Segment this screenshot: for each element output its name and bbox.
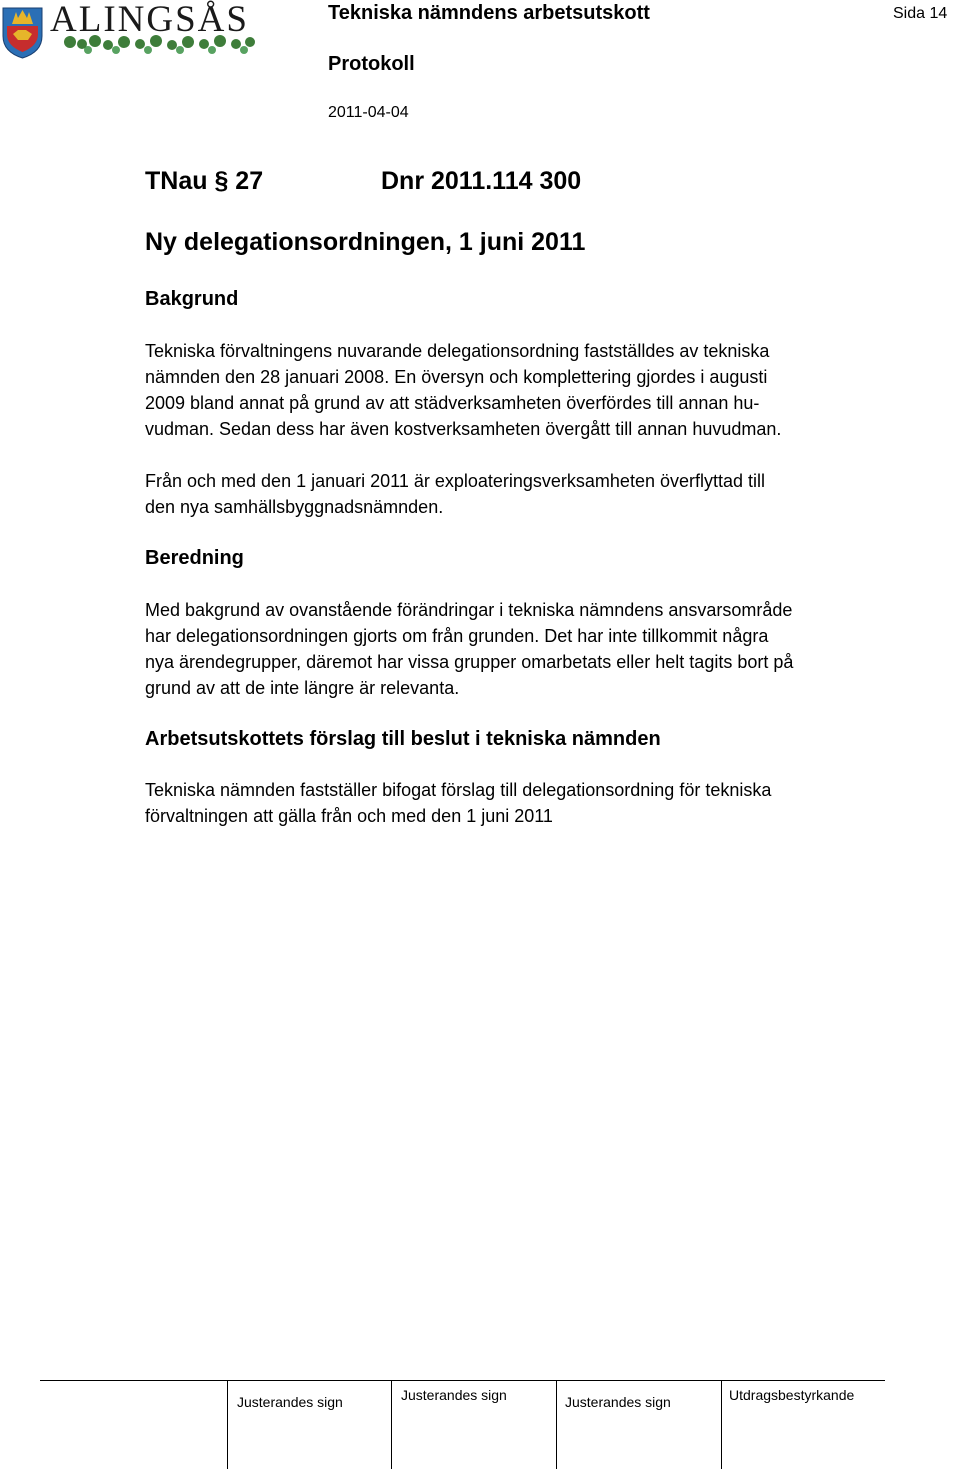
heading-forslag: Arbetsutskottets förslag till beslut i tekniska nämnden xyxy=(145,728,661,750)
page-number: Sida 14 xyxy=(893,5,948,22)
bakgrund-paragraph-2 xyxy=(145,468,885,520)
text-line: Tekniska nämnden fastställer bifogat förslag till delegationsordning för tekniska xyxy=(145,780,772,800)
text-line: den nya samhällsbyggnadsnämnden. xyxy=(145,497,444,517)
signature-label-2: Justerandes sign xyxy=(401,1387,507,1403)
text-line: nya ärendegrupper, däremot har vissa grupper omarbetats eller helt tagits bort på xyxy=(145,652,794,672)
text-line: Med bakgrund av ovanstående förändringar i tekniska nämndens ansvarsområde xyxy=(145,600,793,620)
certifier-label: Utdragsbestyrkande xyxy=(729,1387,855,1403)
signature-label-3: Justerandes sign xyxy=(565,1394,671,1410)
heading-bakgrund: Bakgrund xyxy=(145,288,239,310)
document-date: 2011-04-04 xyxy=(328,104,409,121)
bakgrund-paragraph-1 xyxy=(145,338,885,442)
text-line: förvaltningen att gälla från och med den 1 juni 2011 xyxy=(145,806,553,826)
signature-divider xyxy=(227,1381,228,1469)
document-type: Protokoll xyxy=(328,53,415,75)
text-line: Från och med den 1 januari 2011 är exploateringsverksamheten överflyttad till xyxy=(145,471,766,491)
text-line: Tekniska förvaltningens nuvarande delegationsordning fastställdes av tekniska xyxy=(145,341,770,361)
item-title: Ny delegationsordningen, 1 juni 2011 xyxy=(145,228,586,256)
committee-name: Tekniska nämndens arbetsutskott xyxy=(328,2,650,24)
diary-number: Dnr 2011.114 300 xyxy=(381,167,582,195)
text-line: vudman. Sedan dess har även kostverksamheten övergått till annan huvudman. xyxy=(145,419,782,439)
coat-of-arms-icon xyxy=(3,8,42,58)
heading-beredning: Beredning xyxy=(145,547,244,569)
beredning-paragraph xyxy=(145,597,885,701)
text-line: har delegationsordningen gjorts om från grunden. Det har inte tillkommit några xyxy=(145,626,769,646)
text-line: nämnden den 28 januari 2008. En översyn och komplettering gjordes i augusti xyxy=(145,367,768,387)
text-line: 2009 bland annat på grund av att städverksamheten överfördes till annan hu- xyxy=(145,393,760,413)
signature-label-1: Justerandes sign xyxy=(237,1394,343,1410)
signature-divider xyxy=(556,1381,557,1469)
forslag-paragraph xyxy=(145,777,885,829)
signature-divider xyxy=(721,1381,722,1469)
paragraph-number: TNau § 27 xyxy=(145,167,264,195)
logo-wordmark: ALINGSÅS xyxy=(50,0,249,40)
text-line: grund av att de inte längre är relevanta. xyxy=(145,678,460,698)
signature-divider xyxy=(391,1381,392,1469)
footer-rule xyxy=(40,1380,885,1381)
municipality-logo xyxy=(0,0,260,62)
